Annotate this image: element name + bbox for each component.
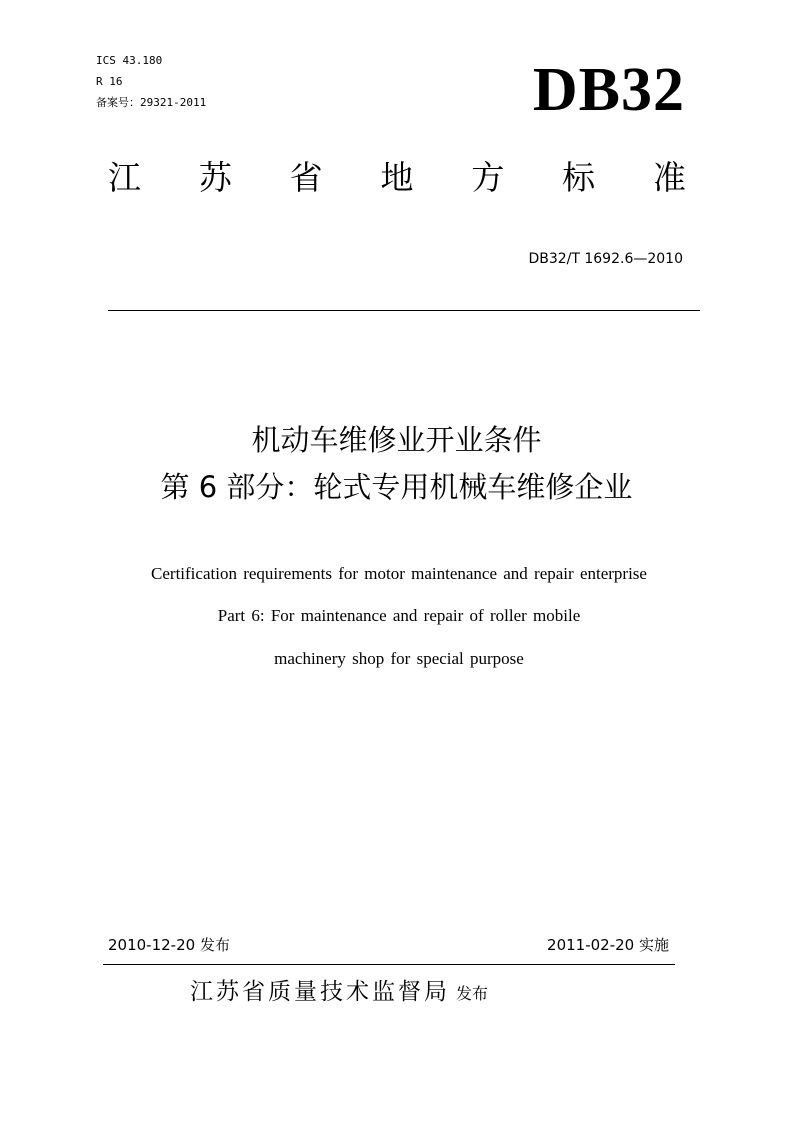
standard-type-char: 准 xyxy=(652,158,686,197)
footer-divider xyxy=(103,964,675,965)
standard-type-char: 苏 xyxy=(198,158,232,197)
publisher xyxy=(190,976,488,1010)
issue-date: 2010-12-20 发布 xyxy=(108,936,230,954)
publisher-name: 江苏省质量技术监督局 xyxy=(190,979,450,1005)
english-title-line-1: Certification requirements for motor maintenance and repair enterprise xyxy=(151,564,647,583)
record-number: 备案号：29321-2011 xyxy=(96,96,207,109)
standard-type-char: 江 xyxy=(108,158,141,197)
chinese-title-line-2: 第 6 部分：轮式专用机械车维修企业 xyxy=(160,470,633,504)
header-divider xyxy=(108,310,700,311)
standard-type-char: 方 xyxy=(471,158,505,197)
publisher-suffix: 发布 xyxy=(456,984,489,1003)
implementation-date: 2011-02-20 实施 xyxy=(547,936,669,954)
db-logo: DB32 xyxy=(532,56,685,124)
ics-code: ICS 43.180 xyxy=(96,54,163,67)
standard-type xyxy=(108,156,686,200)
standard-type-char: 地 xyxy=(380,158,414,197)
standard-type-char: 标 xyxy=(562,158,596,197)
english-title-line-3: machinery shop for special purpose xyxy=(274,649,524,668)
standard-type-char: 省 xyxy=(289,158,323,197)
standard-number: DB32/T 1692.6—2010 xyxy=(528,251,683,267)
chinese-title-line-1: 机动车维修业开业条件 xyxy=(251,423,542,457)
english-title-line-2: Part 6: For maintenance and repair of roller mobile xyxy=(217,606,581,625)
ccs-code: R 16 xyxy=(96,75,123,88)
